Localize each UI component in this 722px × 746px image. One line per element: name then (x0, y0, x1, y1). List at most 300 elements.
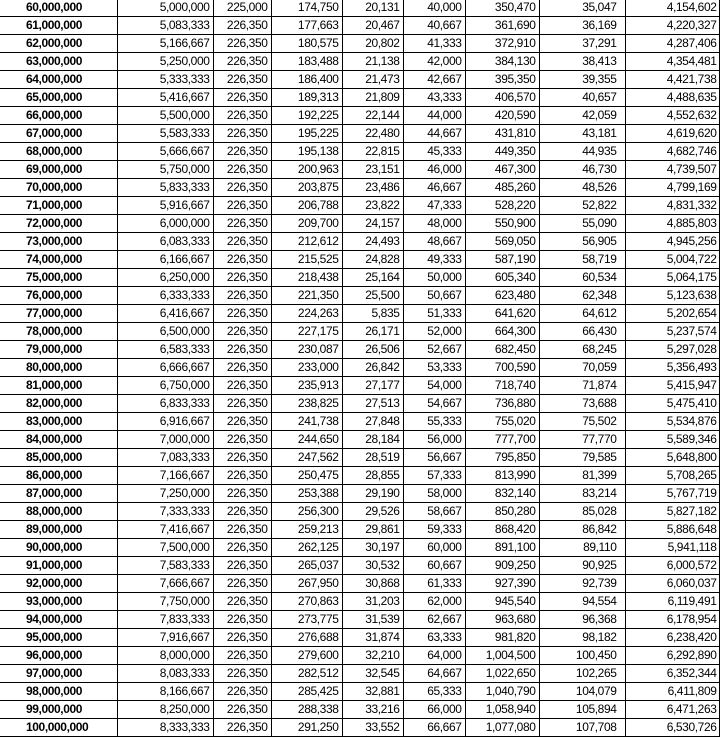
table-cell: 4,154,602 (625, 0, 719, 17)
table-cell: 46,667 (403, 179, 465, 197)
table-cell: 250,475 (271, 467, 342, 485)
table-row (0, 251, 719, 269)
table-cell: 235,913 (271, 377, 342, 395)
table-cell: 7,750,000 (117, 593, 213, 611)
table-cell: 40,657 (539, 89, 625, 107)
table-cell: 7,666,667 (117, 575, 213, 593)
table-cell: 587,190 (465, 251, 539, 269)
table-cell: 406,570 (465, 89, 539, 107)
table-cell: 664,300 (465, 323, 539, 341)
table-row (0, 449, 719, 467)
table-cell: 259,213 (271, 521, 342, 539)
table-cell: 60,667 (403, 557, 465, 575)
table-row (0, 233, 719, 251)
table-cell: 6,292,890 (625, 647, 719, 665)
table-cell: 5,833,333 (117, 179, 213, 197)
table-cell: 64,667 (403, 665, 465, 683)
table-cell: 927,390 (465, 575, 539, 593)
table-row (0, 197, 719, 215)
row-header-cell: 87,000,000 (0, 485, 117, 503)
table-cell: 55,090 (539, 215, 625, 233)
row-header-cell: 73,000,000 (0, 233, 117, 251)
table-cell: 94,554 (539, 593, 625, 611)
table-cell: 55,333 (403, 413, 465, 431)
table-cell: 4,682,746 (625, 143, 719, 161)
table-cell: 20,131 (342, 0, 403, 17)
row-header-cell: 84,000,000 (0, 431, 117, 449)
table-cell: 241,738 (271, 413, 342, 431)
table-cell: 98,182 (539, 629, 625, 647)
table-cell: 212,612 (271, 233, 342, 251)
table-row (0, 593, 719, 611)
table-cell: 276,688 (271, 629, 342, 647)
table-cell: 60,534 (539, 269, 625, 287)
table-cell: 6,250,000 (117, 269, 213, 287)
table-cell: 62,000 (403, 593, 465, 611)
table-row (0, 575, 719, 593)
row-header-cell: 99,000,000 (0, 701, 117, 719)
row-header-cell: 67,000,000 (0, 125, 117, 143)
table-cell: 5,767,719 (625, 485, 719, 503)
table-cell: 945,540 (465, 593, 539, 611)
table-cell: 5,415,947 (625, 377, 719, 395)
table-cell: 6,000,000 (117, 215, 213, 233)
table-row (0, 107, 719, 125)
table-cell: 32,881 (342, 683, 403, 701)
row-header-cell: 64,000,000 (0, 71, 117, 89)
row-header-cell: 95,000,000 (0, 629, 117, 647)
table-cell: 7,833,333 (117, 611, 213, 629)
table-cell: 5,648,800 (625, 449, 719, 467)
table-cell: 230,087 (271, 341, 342, 359)
table-cell: 215,525 (271, 251, 342, 269)
table-cell: 26,171 (342, 323, 403, 341)
row-header-cell: 98,000,000 (0, 683, 117, 701)
table-cell: 777,700 (465, 431, 539, 449)
table-cell: 226,350 (213, 71, 271, 89)
table-cell: 45,333 (403, 143, 465, 161)
table-cell: 66,430 (539, 323, 625, 341)
table-row (0, 557, 719, 575)
table-cell: 5,000,000 (117, 0, 213, 17)
table-cell: 8,250,000 (117, 701, 213, 719)
row-header-cell: 77,000,000 (0, 305, 117, 323)
table-row (0, 35, 719, 53)
table-cell: 7,583,333 (117, 557, 213, 575)
table-row (0, 305, 719, 323)
table-cell: 623,480 (465, 287, 539, 305)
table-row (0, 341, 719, 359)
table-cell: 4,354,481 (625, 53, 719, 71)
table-cell: 7,000,000 (117, 431, 213, 449)
row-header-cell: 76,000,000 (0, 287, 117, 305)
table-cell: 183,488 (271, 53, 342, 71)
table-row (0, 611, 719, 629)
table-cell: 23,486 (342, 179, 403, 197)
table-cell: 24,493 (342, 233, 403, 251)
table-cell: 22,144 (342, 107, 403, 125)
table-cell: 1,058,940 (465, 701, 539, 719)
table-cell: 37,291 (539, 35, 625, 53)
table-cell: 28,184 (342, 431, 403, 449)
row-header-cell: 80,000,000 (0, 359, 117, 377)
table-cell: 27,513 (342, 395, 403, 413)
table-cell: 43,181 (539, 125, 625, 143)
row-header-cell: 89,000,000 (0, 521, 117, 539)
table-cell: 449,350 (465, 143, 539, 161)
table-cell: 467,300 (465, 161, 539, 179)
table-cell: 25,164 (342, 269, 403, 287)
table-cell: 7,500,000 (117, 539, 213, 557)
table-cell: 420,590 (465, 107, 539, 125)
table-cell: 26,506 (342, 341, 403, 359)
table-cell: 227,175 (271, 323, 342, 341)
table-row (0, 89, 719, 107)
table-cell: 66,000 (403, 701, 465, 719)
table-cell: 24,828 (342, 251, 403, 269)
table-cell: 92,739 (539, 575, 625, 593)
table-row (0, 683, 719, 701)
table-row (0, 0, 719, 17)
table-cell: 226,350 (213, 683, 271, 701)
table-cell: 35,047 (539, 0, 625, 17)
table-cell: 6,833,333 (117, 395, 213, 413)
table-cell: 5,835 (342, 305, 403, 323)
table-cell: 100,450 (539, 647, 625, 665)
table-row (0, 395, 719, 413)
table-cell: 226,350 (213, 485, 271, 503)
table-row (0, 701, 719, 719)
table-cell: 226,350 (213, 395, 271, 413)
table-cell: 28,519 (342, 449, 403, 467)
table-cell: 6,500,000 (117, 323, 213, 341)
table-cell: 31,539 (342, 611, 403, 629)
table-cell: 23,822 (342, 197, 403, 215)
table-cell: 226,350 (213, 323, 271, 341)
table-cell: 431,810 (465, 125, 539, 143)
table-cell: 226,350 (213, 161, 271, 179)
table-row (0, 287, 719, 305)
table-cell: 28,855 (342, 467, 403, 485)
table-row (0, 143, 719, 161)
table-cell: 682,450 (465, 341, 539, 359)
table-row (0, 413, 719, 431)
table-cell: 226,350 (213, 575, 271, 593)
table-cell: 57,333 (403, 467, 465, 485)
row-header-cell: 63,000,000 (0, 53, 117, 71)
table-cell: 256,300 (271, 503, 342, 521)
table-row (0, 665, 719, 683)
table-cell: 5,416,667 (117, 89, 213, 107)
table-cell: 5,827,182 (625, 503, 719, 521)
table-cell: 44,935 (539, 143, 625, 161)
table-cell: 226,350 (213, 629, 271, 647)
table-cell: 54,667 (403, 395, 465, 413)
table-cell: 5,083,333 (117, 17, 213, 35)
table-row (0, 629, 719, 647)
table-cell: 107,708 (539, 719, 625, 737)
row-header-cell: 61,000,000 (0, 17, 117, 35)
table-cell: 6,352,344 (625, 665, 719, 683)
row-header-cell: 78,000,000 (0, 323, 117, 341)
table-cell: 226,350 (213, 647, 271, 665)
table-cell: 1,022,650 (465, 665, 539, 683)
table-cell: 225,000 (213, 0, 271, 17)
table-cell: 226,350 (213, 611, 271, 629)
table-cell: 218,438 (271, 269, 342, 287)
table-row (0, 125, 719, 143)
table-cell: 5,333,333 (117, 71, 213, 89)
table-cell: 96,368 (539, 611, 625, 629)
table-row (0, 71, 719, 89)
table-cell: 81,399 (539, 467, 625, 485)
table-cell: 221,350 (271, 287, 342, 305)
table-cell: 90,925 (539, 557, 625, 575)
table-cell: 288,338 (271, 701, 342, 719)
table-cell: 195,138 (271, 143, 342, 161)
table-cell: 21,473 (342, 71, 403, 89)
table-cell: 226,350 (213, 557, 271, 575)
table-cell: 186,400 (271, 71, 342, 89)
table-cell: 233,000 (271, 359, 342, 377)
table-cell: 226,350 (213, 269, 271, 287)
table-cell: 32,210 (342, 647, 403, 665)
table-cell: 226,350 (213, 197, 271, 215)
table-cell: 22,815 (342, 143, 403, 161)
table-cell: 5,202,654 (625, 305, 719, 323)
table-cell: 279,600 (271, 647, 342, 665)
row-header-cell: 100,000,000 (0, 719, 117, 737)
table-row (0, 215, 719, 233)
table-row (0, 323, 719, 341)
table-cell: 174,750 (271, 0, 342, 17)
table-cell: 253,388 (271, 485, 342, 503)
table-row (0, 539, 719, 557)
table-cell: 4,287,406 (625, 35, 719, 53)
table-cell: 44,000 (403, 107, 465, 125)
table-cell: 6,119,491 (625, 593, 719, 611)
table-cell: 5,750,000 (117, 161, 213, 179)
row-header-cell: 69,000,000 (0, 161, 117, 179)
table-row (0, 485, 719, 503)
table-cell: 4,220,327 (625, 17, 719, 35)
table-cell: 33,216 (342, 701, 403, 719)
table-cell: 226,350 (213, 107, 271, 125)
row-header-cell: 86,000,000 (0, 467, 117, 485)
table-cell: 42,000 (403, 53, 465, 71)
table-cell: 209,700 (271, 215, 342, 233)
table-cell: 31,203 (342, 593, 403, 611)
table-row (0, 521, 719, 539)
table-cell: 226,350 (213, 377, 271, 395)
table-cell: 350,470 (465, 0, 539, 17)
table-cell: 5,500,000 (117, 107, 213, 125)
table-cell: 33,552 (342, 719, 403, 737)
table-cell: 29,526 (342, 503, 403, 521)
table-cell: 40,667 (403, 17, 465, 35)
table-cell: 981,820 (465, 629, 539, 647)
table-cell: 5,916,667 (117, 197, 213, 215)
row-header-cell: 92,000,000 (0, 575, 117, 593)
table-cell: 6,333,333 (117, 287, 213, 305)
table-cell: 5,583,333 (117, 125, 213, 143)
table-cell: 50,667 (403, 287, 465, 305)
table-cell: 226,350 (213, 701, 271, 719)
table-cell: 6,000,572 (625, 557, 719, 575)
table-cell: 273,775 (271, 611, 342, 629)
table-cell: 361,690 (465, 17, 539, 35)
table-cell: 6,416,667 (117, 305, 213, 323)
table-cell: 42,059 (539, 107, 625, 125)
table-cell: 58,667 (403, 503, 465, 521)
table-cell: 226,350 (213, 593, 271, 611)
row-header-cell: 90,000,000 (0, 539, 117, 557)
table-cell: 226,350 (213, 17, 271, 35)
row-header-cell: 93,000,000 (0, 593, 117, 611)
table-cell: 267,950 (271, 575, 342, 593)
table-cell: 23,151 (342, 161, 403, 179)
row-header-cell: 65,000,000 (0, 89, 117, 107)
table-cell: 5,589,346 (625, 431, 719, 449)
table-cell: 27,177 (342, 377, 403, 395)
table-row (0, 161, 719, 179)
table-cell: 226,350 (213, 359, 271, 377)
table-cell: 61,333 (403, 575, 465, 593)
table-cell: 56,667 (403, 449, 465, 467)
table-cell: 203,875 (271, 179, 342, 197)
table-cell: 5,004,722 (625, 251, 719, 269)
table-cell: 7,416,667 (117, 521, 213, 539)
table-row (0, 647, 719, 665)
table-row (0, 269, 719, 287)
table-cell: 51,333 (403, 305, 465, 323)
table-cell: 64,000 (403, 647, 465, 665)
table-cell: 226,350 (213, 287, 271, 305)
table-cell: 102,265 (539, 665, 625, 683)
table-cell: 46,730 (539, 161, 625, 179)
table-cell: 4,739,507 (625, 161, 719, 179)
table-cell: 265,037 (271, 557, 342, 575)
row-header-cell: 70,000,000 (0, 179, 117, 197)
table-cell: 795,850 (465, 449, 539, 467)
table-cell: 247,562 (271, 449, 342, 467)
table-cell: 39,355 (539, 71, 625, 89)
table-cell: 86,842 (539, 521, 625, 539)
table-cell: 1,004,500 (465, 647, 539, 665)
table-cell: 54,000 (403, 377, 465, 395)
table-cell: 30,532 (342, 557, 403, 575)
table-cell: 226,350 (213, 53, 271, 71)
table-cell: 83,214 (539, 485, 625, 503)
table-cell: 50,000 (403, 269, 465, 287)
table-cell: 226,350 (213, 719, 271, 737)
table-cell: 282,512 (271, 665, 342, 683)
table-cell: 189,313 (271, 89, 342, 107)
table-cell: 52,822 (539, 197, 625, 215)
table-cell: 47,333 (403, 197, 465, 215)
table-cell: 226,350 (213, 89, 271, 107)
table-cell: 6,666,667 (117, 359, 213, 377)
table-cell: 641,620 (465, 305, 539, 323)
table-cell: 226,350 (213, 413, 271, 431)
table-row (0, 467, 719, 485)
table-cell: 813,990 (465, 467, 539, 485)
table-cell: 270,863 (271, 593, 342, 611)
table-cell: 244,650 (271, 431, 342, 449)
row-header-cell: 75,000,000 (0, 269, 117, 287)
row-header-cell: 85,000,000 (0, 449, 117, 467)
table-cell: 195,225 (271, 125, 342, 143)
table-cell: 56,000 (403, 431, 465, 449)
table-cell: 4,799,169 (625, 179, 719, 197)
table-cell: 32,545 (342, 665, 403, 683)
table-cell: 700,590 (465, 359, 539, 377)
table-cell: 52,667 (403, 341, 465, 359)
table-cell: 5,941,118 (625, 539, 719, 557)
table-cell: 226,350 (213, 341, 271, 359)
table-row (0, 53, 719, 71)
table-cell: 226,350 (213, 539, 271, 557)
table-cell: 224,263 (271, 305, 342, 323)
table-cell: 6,411,809 (625, 683, 719, 701)
table-cell: 5,166,667 (117, 35, 213, 53)
table-cell: 56,905 (539, 233, 625, 251)
table-cell: 7,250,000 (117, 485, 213, 503)
table-cell: 20,467 (342, 17, 403, 35)
table-cell: 832,140 (465, 485, 539, 503)
table-cell: 206,788 (271, 197, 342, 215)
table-cell: 36,169 (539, 17, 625, 35)
table-cell: 5,708,265 (625, 467, 719, 485)
row-header-cell: 74,000,000 (0, 251, 117, 269)
table-row (0, 503, 719, 521)
table-cell: 177,663 (271, 17, 342, 35)
table-cell: 21,138 (342, 53, 403, 71)
table-cell: 58,719 (539, 251, 625, 269)
table-cell: 226,350 (213, 449, 271, 467)
table-cell: 226,350 (213, 35, 271, 53)
table-cell: 6,166,667 (117, 251, 213, 269)
table-cell: 26,842 (342, 359, 403, 377)
table-cell: 63,333 (403, 629, 465, 647)
table-cell: 226,350 (213, 179, 271, 197)
row-header-cell: 91,000,000 (0, 557, 117, 575)
table-cell: 5,297,028 (625, 341, 719, 359)
table-cell: 4,945,256 (625, 233, 719, 251)
row-header-cell: 82,000,000 (0, 395, 117, 413)
table-cell: 48,667 (403, 233, 465, 251)
table-cell: 6,530,726 (625, 719, 719, 737)
row-header-cell: 83,000,000 (0, 413, 117, 431)
table-cell: 30,868 (342, 575, 403, 593)
table-row (0, 719, 719, 737)
table-cell: 52,000 (403, 323, 465, 341)
table-row (0, 359, 719, 377)
row-header-cell: 68,000,000 (0, 143, 117, 161)
table-cell: 372,910 (465, 35, 539, 53)
table-cell: 5,237,574 (625, 323, 719, 341)
table-cell: 4,488,635 (625, 89, 719, 107)
table-cell: 7,083,333 (117, 449, 213, 467)
table-cell: 226,350 (213, 251, 271, 269)
table-cell: 569,050 (465, 233, 539, 251)
table-cell: 6,471,263 (625, 701, 719, 719)
table-cell: 8,000,000 (117, 647, 213, 665)
table-cell: 38,413 (539, 53, 625, 71)
table-cell: 7,166,667 (117, 467, 213, 485)
table-cell: 7,333,333 (117, 503, 213, 521)
table-cell: 200,963 (271, 161, 342, 179)
